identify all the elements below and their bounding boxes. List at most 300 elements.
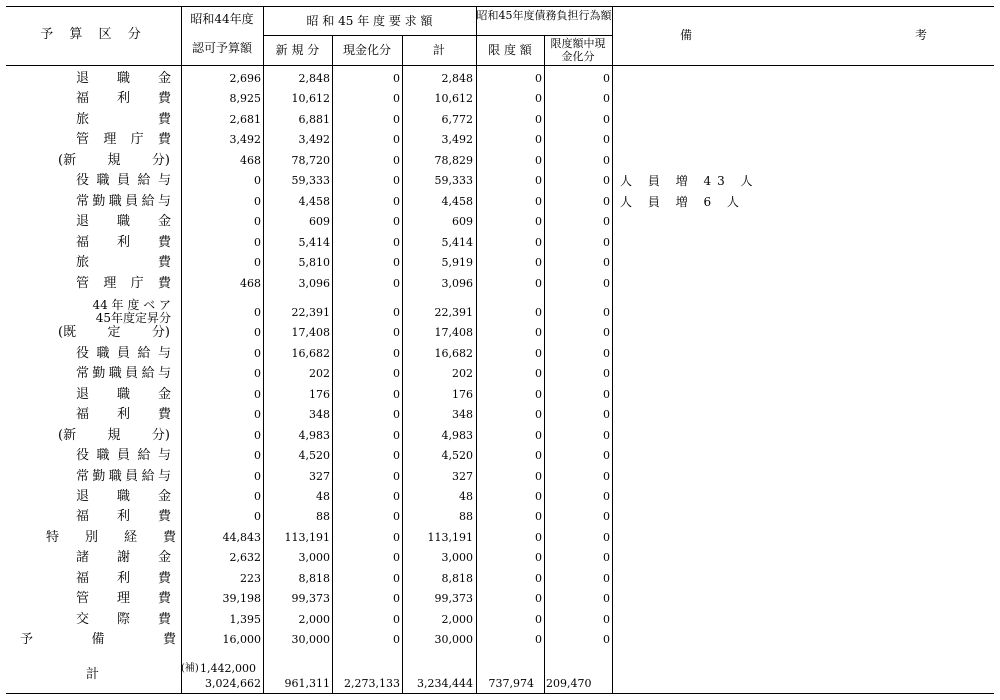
cell-cash: 0 <box>393 469 400 483</box>
row-label-part: 利 <box>116 234 130 250</box>
row-label-part: 与 <box>157 173 171 189</box>
cell-new: 78,720 <box>291 153 330 167</box>
row-label <box>58 153 170 168</box>
row-label-part: 与 <box>157 345 171 361</box>
cell-cash: 0 <box>393 235 400 249</box>
row-label-part: 職 <box>116 71 130 86</box>
header-fy44-title: 昭和44年度 <box>190 12 254 26</box>
row-label-part: 職 <box>108 366 122 382</box>
row-label <box>76 509 171 524</box>
row-label-part: 職 <box>116 489 130 504</box>
cell-cash: 0 <box>393 428 400 442</box>
row-label-part: 庁 <box>130 132 144 148</box>
row-label-part: 退 <box>76 71 90 86</box>
cell-new: 4,520 <box>298 449 330 463</box>
row-label-line2: 45年度定昇分 <box>95 310 171 325</box>
cell-fy44: 2,696 <box>229 72 261 85</box>
row-label-part: 分) <box>151 152 170 168</box>
cell-total: 8,818 <box>441 571 473 585</box>
cell-fy44: 0 <box>254 469 261 483</box>
cell-fy44: 0 <box>254 449 261 463</box>
cell-fy44: 0 <box>254 305 261 319</box>
row-label-part: 費 <box>157 570 171 586</box>
row-label <box>76 448 171 463</box>
cell-cash: 0 <box>393 276 400 290</box>
row-label-part: 給 <box>137 345 151 361</box>
cell-new: 88 <box>316 510 330 524</box>
cell-limit-cash: 0 <box>603 92 610 106</box>
rule-col-7 <box>612 6 613 694</box>
rule-col-2 <box>263 6 264 694</box>
total-fy44-a: 1,442,000 <box>200 662 256 675</box>
cell-cash: 0 <box>393 215 400 229</box>
row-label <box>76 407 171 422</box>
row-label-part: 役 <box>76 345 90 361</box>
row-label <box>76 235 171 250</box>
cell-cash: 0 <box>393 346 400 360</box>
row-label <box>76 276 171 291</box>
rule-top <box>6 6 994 7</box>
row-label-part: 旅 <box>76 255 90 271</box>
row-label-part: 別 <box>84 529 98 545</box>
cell-total: 16,682 <box>434 346 473 360</box>
cell-new: 176 <box>309 387 330 401</box>
row-label-part: (既 <box>58 325 77 341</box>
cell-limit-cash: 0 <box>603 592 610 606</box>
cell-fy44: 39,198 <box>222 592 261 606</box>
cell-limit-cash: 0 <box>603 235 610 249</box>
header-fy44-sub: 認可予算額 <box>191 41 252 55</box>
cell-cash: 0 <box>393 530 400 544</box>
cell-new: 17,408 <box>291 326 330 340</box>
cell-limit-cash: 0 <box>603 633 610 647</box>
cell-limit-cash: 0 <box>603 469 610 483</box>
cell-limit-cash: 0 <box>603 510 610 524</box>
rule-col-5 <box>476 6 477 694</box>
row-label-part: 費 <box>157 111 171 127</box>
cell-limit: 0 <box>535 387 542 401</box>
row-label-part: 分) <box>151 325 170 341</box>
row-label-part: 金 <box>157 489 171 504</box>
cell-fy44: 0 <box>254 326 261 340</box>
row-label-part: 旅 <box>76 111 90 127</box>
cell-limit: 0 <box>535 469 542 483</box>
header-limit-cash: 限度額中現金化分 <box>550 37 606 63</box>
cell-limit-cash: 0 <box>603 133 610 147</box>
cell-limit-cash: 0 <box>603 551 610 565</box>
row-label-part: 管 <box>76 591 90 607</box>
cell-limit-cash: 0 <box>603 367 610 381</box>
row-label-part: 金 <box>157 386 171 402</box>
cell-total: 2,000 <box>441 612 473 626</box>
cell-fy44: 0 <box>254 256 261 270</box>
cell-cash: 0 <box>393 326 400 340</box>
row-label-part: 員 <box>116 345 130 361</box>
row-label-part: 給 <box>141 193 155 209</box>
cell-new: 202 <box>309 367 330 381</box>
cell-total: 113,191 <box>427 530 473 544</box>
cell-limit-cash: 0 <box>603 490 610 503</box>
cell-limit-cash: 0 <box>603 256 610 270</box>
cell-total: 3,096 <box>441 276 473 290</box>
header-limit: 限 度 額 <box>488 43 532 57</box>
cell-total: 4,983 <box>441 428 473 442</box>
row-label-part: 費 <box>157 234 171 250</box>
cell-limit: 0 <box>535 408 542 422</box>
row-label-part: 役 <box>76 448 90 464</box>
cell-limit-cash: 0 <box>603 326 610 340</box>
cell-limit-cash: 0 <box>603 408 610 422</box>
cell-cash: 0 <box>393 305 400 319</box>
row-label-part: 利 <box>116 91 130 107</box>
cell-fy44: 0 <box>254 510 261 524</box>
cell-limit-cash: 0 <box>603 72 610 85</box>
row-label-part: 退 <box>76 214 90 230</box>
row-label-part: 交 <box>76 611 90 627</box>
row-label-part: 理 <box>103 132 117 148</box>
cell-new: 5,414 <box>298 235 330 249</box>
cell-limit-cash: 0 <box>603 215 610 229</box>
cell-limit: 0 <box>535 510 542 524</box>
row-label <box>76 173 171 188</box>
cell-limit: 0 <box>535 490 542 503</box>
header-cash: 現金化分 <box>342 43 391 57</box>
row-label-part: 際 <box>116 611 130 627</box>
cell-new: 6,881 <box>298 112 330 126</box>
cell-new: 59,333 <box>291 174 330 188</box>
cell-fy44: 0 <box>254 346 261 360</box>
cell-total: 48 <box>459 490 473 503</box>
row-label-part: 退 <box>76 386 90 402</box>
cell-limit-cash: 0 <box>603 112 610 126</box>
row-label-part: 謝 <box>116 550 130 566</box>
cell-limit: 0 <box>535 153 542 167</box>
row-label <box>76 132 171 147</box>
row-label-part: 職 <box>116 386 130 402</box>
row-label <box>76 71 171 86</box>
cell-total: 17,408 <box>434 326 473 340</box>
cell-cash: 0 <box>393 112 400 126</box>
row-note: 人 員 増 6 人 <box>620 194 745 209</box>
cell-cash: 0 <box>393 92 400 106</box>
cell-limit-cash: 0 <box>603 153 610 167</box>
row-label <box>46 530 176 545</box>
cell-total: 348 <box>452 408 473 422</box>
row-label <box>20 632 176 647</box>
row-label-part: 員 <box>116 448 130 464</box>
row-label-part: 金 <box>157 71 171 86</box>
row-label-part: 与 <box>157 366 171 382</box>
cell-limit: 0 <box>535 276 542 290</box>
row-label-part: 給 <box>141 366 155 382</box>
row-label <box>76 612 171 627</box>
cell-total: 59,333 <box>434 174 473 188</box>
row-label-part: 員 <box>125 366 139 382</box>
rule-col-1 <box>181 6 182 694</box>
cell-cash: 0 <box>393 194 400 208</box>
row-label-part: 理 <box>116 591 130 607</box>
total-new: 961,311 <box>284 677 330 690</box>
header-budget-category: 予 算 区 分 <box>40 27 147 42</box>
cell-limit: 0 <box>535 428 542 442</box>
cell-cash: 0 <box>393 387 400 401</box>
cell-limit-cash: 0 <box>603 346 610 360</box>
row-label-part: 定 <box>107 325 121 341</box>
cell-cash: 0 <box>393 72 400 85</box>
row-label-part: 費 <box>157 509 171 525</box>
row-label-part: 管 <box>76 275 90 291</box>
rule-col-3 <box>332 35 333 694</box>
cell-new: 2,848 <box>298 72 330 85</box>
cell-limit: 0 <box>535 633 542 647</box>
row-label-part: 職 <box>96 345 110 361</box>
row-label-part: 予 <box>20 632 34 648</box>
cell-cash: 0 <box>393 367 400 381</box>
cell-fy44: 0 <box>254 215 261 229</box>
row-label-part: 職 <box>108 193 122 209</box>
row-label-part: 庁 <box>130 275 144 291</box>
row-label <box>76 387 171 402</box>
row-label-part: 福 <box>76 570 90 586</box>
cell-total: 78,829 <box>434 153 473 167</box>
row-label <box>76 489 171 504</box>
row-label: 44 年 度 ベ ア <box>92 297 171 312</box>
row-label-part: 福 <box>76 407 90 423</box>
row-label <box>76 194 171 209</box>
row-label <box>58 428 170 443</box>
cell-fy44: 44,843 <box>222 530 261 544</box>
rule-col-6 <box>544 35 545 694</box>
cell-cash: 0 <box>393 256 400 270</box>
row-label-part: 備 <box>91 632 105 648</box>
cell-limit: 0 <box>535 449 542 463</box>
cell-limit: 0 <box>535 256 542 270</box>
cell-fy44: 0 <box>254 490 261 503</box>
cell-new: 16,682 <box>291 346 330 360</box>
row-label <box>76 91 171 106</box>
row-label-part: 職 <box>96 173 110 189</box>
total-fy44-b: 3,024,662 <box>205 677 261 690</box>
cell-fy44: 0 <box>254 387 261 401</box>
cell-new: 48 <box>316 490 330 503</box>
row-label <box>76 346 171 361</box>
cell-limit-cash: 0 <box>603 276 610 290</box>
cell-new: 348 <box>309 408 330 422</box>
cell-fy44: 16,000 <box>222 633 261 647</box>
cell-limit-cash: 0 <box>603 174 610 188</box>
cell-cash: 0 <box>393 633 400 647</box>
row-label-part: 給 <box>141 468 155 484</box>
row-label-part: 福 <box>76 234 90 250</box>
cell-total: 5,414 <box>441 235 473 249</box>
row-label-part: 利 <box>116 509 130 525</box>
cell-total: 176 <box>452 387 473 401</box>
cell-new: 5,810 <box>298 256 330 270</box>
row-label-part: 給 <box>137 448 151 464</box>
cell-fy44: 0 <box>254 194 261 208</box>
cell-new: 113,191 <box>284 530 330 544</box>
rule-col-4 <box>402 35 403 694</box>
cell-limit: 0 <box>535 551 542 565</box>
cell-total: 2,848 <box>441 72 473 85</box>
row-label-part: 役 <box>76 173 90 189</box>
cell-total: 10,612 <box>434 92 473 106</box>
cell-cash: 0 <box>393 571 400 585</box>
total-total: 3,234,444 <box>417 677 473 690</box>
row-label-part: 金 <box>157 550 171 566</box>
rule-header-bottom <box>6 65 994 66</box>
row-label-part: 職 <box>108 468 122 484</box>
budget-table <box>6 6 994 694</box>
cell-new: 3,096 <box>298 276 330 290</box>
cell-new: 3,492 <box>298 133 330 147</box>
cell-limit: 0 <box>535 592 542 606</box>
row-label <box>58 325 170 340</box>
row-label-part: 費 <box>162 632 176 648</box>
row-label <box>76 255 171 270</box>
row-label-part: 費 <box>157 591 171 607</box>
row-label <box>76 112 171 127</box>
cell-total: 4,520 <box>441 449 473 463</box>
cell-limit: 0 <box>535 112 542 126</box>
cell-total: 6,772 <box>441 112 473 126</box>
total-label: 計 <box>86 667 100 682</box>
row-label <box>76 366 171 381</box>
cell-limit: 0 <box>535 215 542 229</box>
cell-limit-cash: 0 <box>603 449 610 463</box>
row-label-part: 福 <box>76 509 90 525</box>
cell-new: 2,000 <box>298 612 330 626</box>
row-label <box>76 469 171 484</box>
cell-new: 10,612 <box>291 92 330 106</box>
cell-new: 30,000 <box>291 633 330 647</box>
cell-cash: 0 <box>393 153 400 167</box>
row-label-part: 費 <box>157 132 171 148</box>
row-label-part: 諸 <box>76 550 90 566</box>
cell-new: 609 <box>309 215 330 229</box>
row-label-part: 経 <box>123 529 137 545</box>
cell-fy44: 0 <box>254 408 261 422</box>
cell-limit: 0 <box>535 346 542 360</box>
row-label-part: 退 <box>76 489 90 504</box>
row-label-part: 費 <box>162 529 176 545</box>
row-label-part: 与 <box>157 193 171 209</box>
row-label-part: 理 <box>103 275 117 291</box>
cell-fy44: 0 <box>254 235 261 249</box>
cell-limit-cash: 0 <box>603 612 610 626</box>
cell-new: 3,000 <box>298 551 330 565</box>
cell-new: 99,373 <box>291 592 330 606</box>
total-limit: 737,974 <box>488 677 534 690</box>
row-label <box>76 214 171 229</box>
row-label-part: 費 <box>157 407 171 423</box>
row-label-part: 与 <box>157 468 171 484</box>
row-label-part: 分) <box>151 427 170 443</box>
header-debt-title: 昭和45年度債務負担行為額 <box>476 9 612 22</box>
cell-limit: 0 <box>535 367 542 381</box>
row-label-part: 福 <box>76 91 90 107</box>
cell-limit: 0 <box>535 612 542 626</box>
header-new: 新 規 分 <box>275 43 320 57</box>
cell-fy44: 8,925 <box>229 92 261 106</box>
cell-cash: 0 <box>393 133 400 147</box>
cell-limit: 0 <box>535 571 542 585</box>
total-fy44-mark: (補) <box>181 663 199 674</box>
row-label <box>76 591 171 606</box>
cell-limit: 0 <box>535 326 542 340</box>
cell-fy44: 2,681 <box>229 112 261 126</box>
cell-total: 327 <box>452 469 473 483</box>
total-limit-cash: 209,470 <box>546 677 592 690</box>
header-total: 計 <box>432 43 445 57</box>
rule-bottom <box>6 693 994 694</box>
cell-fy44: 468 <box>240 276 261 290</box>
row-label-part: 与 <box>157 448 171 464</box>
header-remarks-2: 考 <box>914 28 927 42</box>
cell-total: 30,000 <box>434 633 473 647</box>
row-label <box>76 550 171 565</box>
row-label-part: 規 <box>107 427 121 443</box>
row-label-part: 金 <box>157 214 171 230</box>
cell-limit: 0 <box>535 72 542 85</box>
row-label-part: 常 <box>76 468 90 484</box>
row-label-part: 規 <box>107 152 121 168</box>
cell-cash: 0 <box>393 551 400 565</box>
cell-cash: 0 <box>393 490 400 503</box>
cell-new: 8,818 <box>298 571 330 585</box>
row-label-part: 常 <box>76 193 90 209</box>
cell-total: 3,000 <box>441 551 473 565</box>
cell-limit: 0 <box>535 235 542 249</box>
header-remarks-1: 備 <box>679 28 692 42</box>
row-label-part: 員 <box>125 193 139 209</box>
row-label-part: 給 <box>137 173 151 189</box>
cell-new: 4,983 <box>298 428 330 442</box>
row-note: 人 員 増 43 人 <box>620 174 759 189</box>
cell-fy44: 468 <box>240 153 261 167</box>
cell-total: 88 <box>459 510 473 524</box>
cell-limit: 0 <box>535 305 542 319</box>
cell-limit-cash: 0 <box>603 428 610 442</box>
row-label-part: 利 <box>116 407 130 423</box>
cell-total: 609 <box>452 215 473 229</box>
total-cash: 2,273,133 <box>344 677 400 690</box>
row-label-part: (新 <box>58 427 77 443</box>
cell-new: 22,391 <box>291 305 330 319</box>
rule-subheader <box>263 35 612 36</box>
cell-limit: 0 <box>535 530 542 544</box>
cell-total: 3,492 <box>441 133 473 147</box>
cell-total: 4,458 <box>441 194 473 208</box>
cell-cash: 0 <box>393 612 400 626</box>
cell-limit: 0 <box>535 174 542 188</box>
row-label-part: 常 <box>76 366 90 382</box>
cell-cash: 0 <box>393 174 400 188</box>
row-label-part: 費 <box>157 275 171 291</box>
row-label-part: 員 <box>116 173 130 189</box>
cell-fy44: 0 <box>254 367 261 381</box>
cell-fy44: 223 <box>240 571 261 585</box>
cell-limit: 0 <box>535 194 542 208</box>
cell-total: 5,919 <box>441 256 473 270</box>
cell-cash: 0 <box>393 510 400 524</box>
row-label-part: 員 <box>125 468 139 484</box>
cell-limit: 0 <box>535 133 542 147</box>
row-label <box>76 571 171 586</box>
cell-total: 202 <box>452 367 473 381</box>
cell-limit-cash: 0 <box>603 387 610 401</box>
cell-limit-cash: 0 <box>603 571 610 585</box>
